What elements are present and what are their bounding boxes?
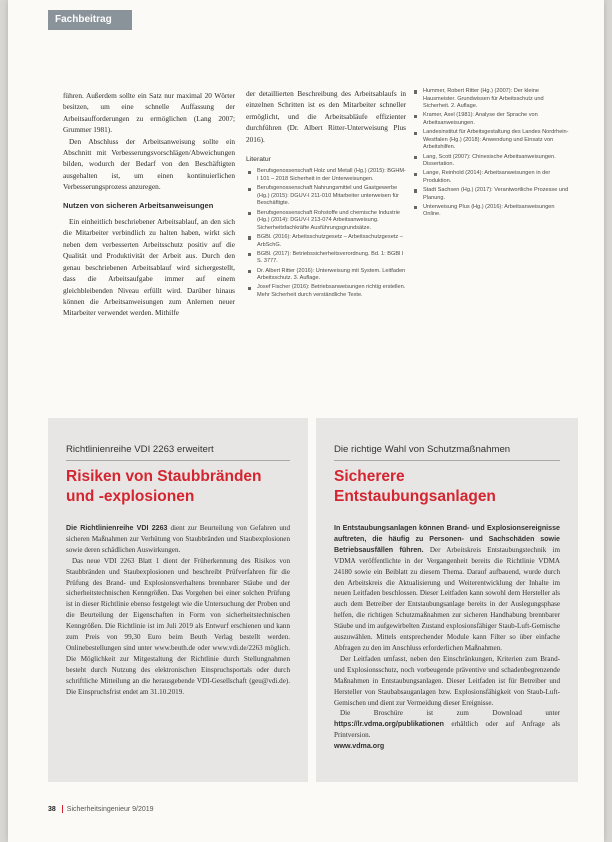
info-box-entstaubung (316, 418, 578, 782)
article-column-2 (246, 88, 406, 301)
reference-item: Lange, Reinhold (2014): Arbeitsanweisungen in der Produktion. (412, 170, 570, 185)
paragraph: der detaillierten Beschreibung des Arbeitsablaufs in einzelnen Schritten ist es den Mitarbeiter schneller ermöglicht, und die Arbeitsabläufe effizienter durchführen (Dr. Albert Ritter-Unterweisung Plus 2016). (246, 89, 406, 144)
reference-item: Dr. Albert Ritter (2016): Unterweisung mit System. Leitfaden Arbeitsschutz. 3. Auflage. (246, 268, 406, 283)
paragraph: Die Broschüre ist zum Download unter (340, 709, 560, 718)
reference-item: Berufsgenossenschaft Rohstoffe und chemische Industrie (Hg.) (2014): DGUV-I 213-074 Arbeitsanweisung. Sicherheitsfachkräfte Ausführungsgrundsätze. (246, 210, 406, 233)
box-body (334, 523, 560, 752)
paragraph: dient zur Beurteilung von Gefahren und sicheren Maßnahmen zur Verhütung von Staubbränden und Staubexplosionen sowie deren schädlichen Auswirkungen. (66, 524, 290, 554)
section-tag: Fachbeitrag (48, 10, 132, 30)
section-heading: Nutzen von sicheren Arbeitsanweisungen (63, 200, 214, 210)
literature-heading: Literatur (246, 156, 271, 164)
paragraph: Der Leitfaden umfasst, neben den Einschränkungen, Kriterien zum Brand- und Explosionsschutz, noch vorbeugende präventive und schadenbegrenzende Maßnahmen in Entstaubungsanlagen. Dieser Leitfaden ist für Betreiber und Hersteller von Staubabsauganlagen bzw. Explosionsfähigkeit von Staub-Luft-Gemischen und dient zur Vermeidung dieser Ereignisse. (334, 654, 560, 707)
lead-in: Die Richtlinienreihe VDI 2263 (66, 524, 168, 532)
paragraph: Das neue VDI 2263 Blatt 1 dient der Früherkennung des Risikos von Staubbränden und Staubexplosionen und beschreibt Prüfverfahren für die Prüfung des Brand- und Explosionsverhaltens brennbarer Stäube und der sicherheitstechnischen Kenngrößen. Das Vorgehen bei einer solchen Prüfung ist in dieser Richtlinie ebenso festgelegt wie die Untersuchung der Proben und die Beurteilung der Eigenschaften in Form von sicherheitstechnischen Kenngrößen. Die Richtlinie ist im Juli 2019 als Entwurf erschienen und kann zum Preis von 99,30 Euro beim Beuth Verlag bestellt werden. Onlinebestellungen sind unter www.beuth.de oder www.vdi.de/2263 möglich. Die Möglichkeit zur Mitgestaltung der Richtlinie durch Stellungnahmen besteht durch Nutzung des elektronischen Einspruchsportals oder durch schriftliche Mitteilung an die herausgebende VDI-Gesellschaft (geu@vdi.de). Die Einspruchsfrist endet am 31.10.2019. (66, 556, 290, 696)
reference-item: Berufsgenossenschaft Nahrungsmittel und Gastgewerbe (Hg.) (2015): DGUV-I 211-010 Mitarbeiter unterweisen für Beschäftigte. (246, 185, 406, 208)
lead-in: In Entstaubungsanlagen können Brand- und Explosionsereignisse auftreten, die häufig zu Personen- und Sachschäden sowie Betriebsausfällen führen. (334, 524, 560, 554)
box-kicker: Die richtige Wahl von Schutzmaßnahmen (334, 444, 511, 455)
box-body (66, 523, 290, 698)
reference-list (246, 168, 406, 299)
paragraph: Der Arbeitskreis Entstaubungstechnik im VDMA veröffentlichte in der Vergangenheit bereits die Richtlinie VDMA 24180 sowie ein Beiblatt zu diesem Thema. Darauf aufbauend, wurde durch den Arbeitskreis die Aktualisierung und Weiterentwicklung der Inhalte im neuen Leitfaden beschlossen. Dieser Leitfaden kann sowohl dem Hersteller als auch dem Betreiber der Entstaubungsanlage bereits in der Auslegungsphase helfen, die richtigen Schutzmaßnahmen zur sicheren Handhabung brennbarer Stäube und im aufgewirbelten Zustand explosionsfähiger Staub-Luft-Gemische auszuwählen. Mittels entsprechender Module kann Filter so über einfache Abfragen zu den im Anschluss erforderlichen Maßnahmen. (334, 545, 560, 652)
reference-item: Landesinstitut für Arbeitsgestaltung des Landes Nordrhein-Westfalen (Hg.) (2018): Anwendung und Einsatz von Arbeitshilfen. (412, 129, 570, 152)
reference-item: BGBl. (2016): Arbeitsschutzgesetz – Arbeitsschutzgesetz – ArbSchG. (246, 234, 406, 249)
box-kicker: Richtlinienreihe VDI 2263 erweitert (66, 444, 214, 455)
reference-list (412, 88, 570, 219)
reference-item: Stadt Sachsen (Hg.) (2017): Verantwortliche Prozesse und Planung. (412, 187, 570, 202)
paragraph: Den Abschluss der Arbeitsanweisung sollte ein Abschnitt mit Verbesserungsvorschlägen/Abweichungen bilden, wodurch der Bedarf von den Beschäftigten ausgehalten ist, um einen kontinuierlichen Verbesserungsprozess anzuregen. (63, 136, 235, 192)
paragraph: erhältlich oder auf Anfrage als Printversion. (334, 720, 560, 740)
magazine-page (8, 0, 604, 842)
reference-item: Unterweisung Plus (Hg.) (2016): Arbeitsanweisungen Online. (412, 204, 570, 219)
reference-item: Kramer, Axel (1981): Analyse der Sprache von Arbeitsanweisungen. (412, 112, 570, 127)
reference-item: Lang, Scott (2007): Chinesische Arbeitsanweisungen. Dissertation. (412, 154, 570, 169)
footer-divider (62, 805, 63, 813)
reference-item: Hummer, Robert Ritter (Hg.) (2007): Der kleine Hausmeister. Grundwissen für Arbeitsschutz und Sicherheit. 2. Auflage. (412, 88, 570, 111)
divider (66, 460, 290, 461)
article-column-3 (412, 88, 570, 221)
article-column-1 (63, 90, 235, 319)
paragraph: führen. Außerdem sollte ein Satz nur maximal 20 Wörter besitzen, um eine schnelle Auffassung der Arbeitsaufforderungen zu ermöglichen (Lang 2007; Grummer 1981). (63, 91, 235, 135)
reference-item: Berufsgenossenschaft Holz und Metall (Hg.) (2015): BGHM-I 101 – 2018 Sicherheit in der Unterweisungen. (246, 168, 406, 183)
page-number: 38 (48, 805, 56, 813)
publication-name: Sicherheitsingenieur 9/2019 (66, 805, 154, 813)
website-link[interactable]: www.vdma.org (334, 742, 385, 751)
box-title: Sicherere Entstaubungsanlagen (334, 468, 496, 505)
reference-item: BGBl. (2017): Betriebssicherheitsverordnung. Bd. 1: BGBl I S. 3777. (246, 251, 406, 266)
download-link[interactable]: https://lr.vdma.org/publikationen (334, 720, 444, 729)
divider (334, 460, 560, 461)
box-title: Risiken von Staubbränden und -explosionen (66, 468, 262, 505)
page-footer (48, 805, 548, 813)
reference-item: Josef Fischer (2016): Betriebsanweisungen richtig erstellen. Mehr Sicherheit durch verständliche Texte. (246, 284, 406, 299)
info-box-vdi-2263 (48, 418, 308, 782)
paragraph: Ein einheitlich beschriebener Arbeitsablauf, an den sich die Mitarbeiter verbindlich zu halten haben, wirkt sich neben dem verbesserten Arbeitsschutz positiv auf die Qualität und Produktivität der Arbeit aus. Durch den genau beschriebenen Arbeitsablauf wird sichergestellt, dass die Arbeitsaufgabe immer auf einem gleichbleibenden Niveau erfüllt wird. Darüber hinaus können die Arbeitsanweisungen zum Anlernen neuer Mitarbeiter verwendet werden. Mithilfe (63, 217, 235, 318)
